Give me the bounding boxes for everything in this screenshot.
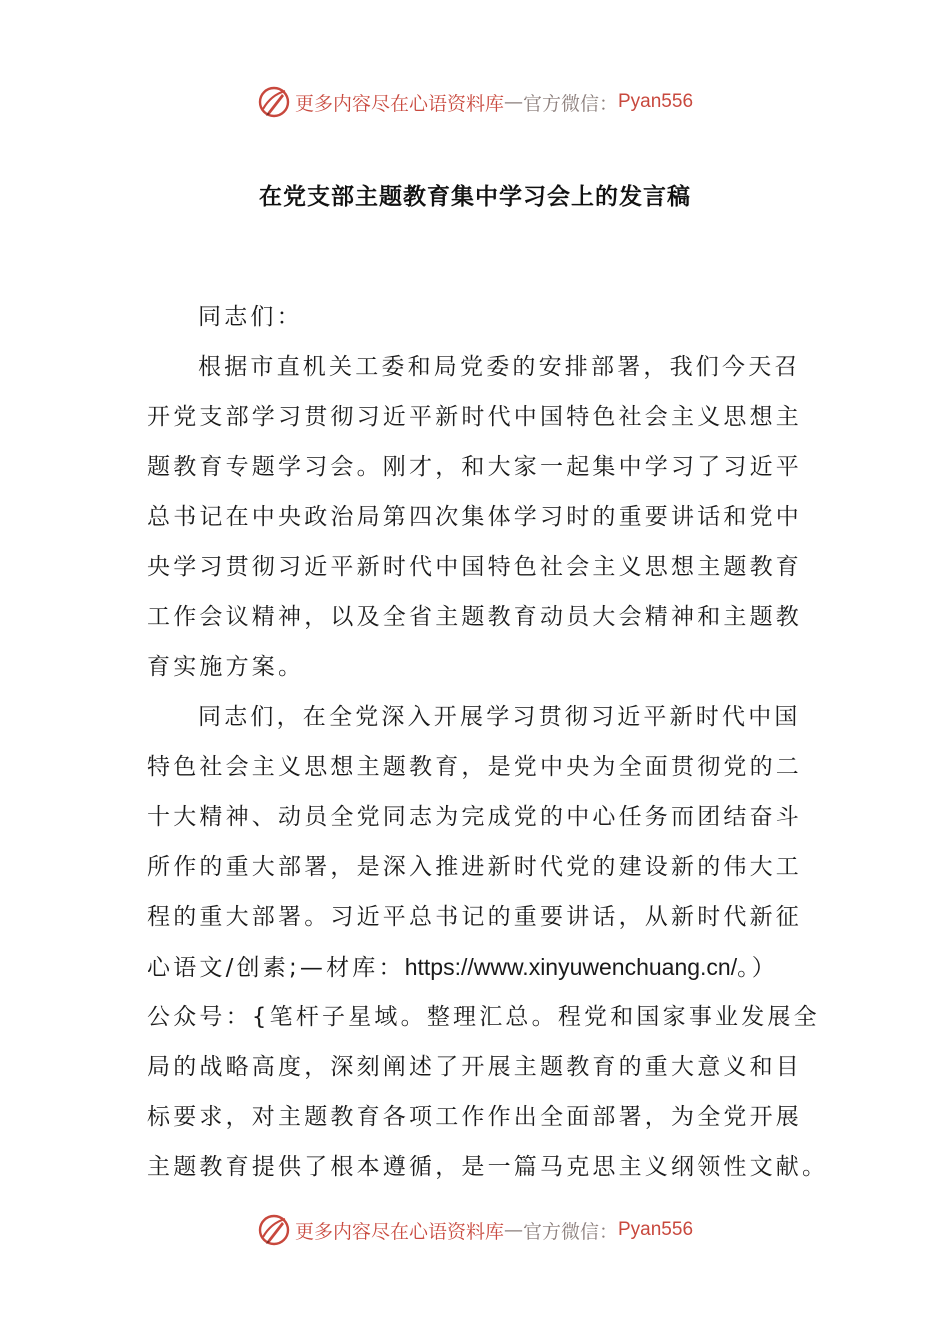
brand-separator: — — [503, 1219, 523, 1241]
paragraph-line: 程的重大部署。习近平总书记的重要讲话，从新时代新征 — [147, 904, 802, 930]
document-body — [147, 292, 829, 1192]
paragraph-line-with-url — [147, 942, 805, 992]
paragraph-line: 总书记在中央政治局第四次集体学习时的重要讲话和党中 — [147, 504, 802, 530]
wechat-id: Pyan556 — [618, 91, 694, 112]
pen-logo-icon — [257, 1213, 291, 1247]
paragraph-line: 特色社会主义思想主题教育，是党中央为全面贯彻党的二 — [147, 754, 802, 780]
brand-separator: — — [503, 91, 523, 113]
wechat-id: Pyan556 — [618, 1219, 694, 1240]
paragraph-line: 开党支部学习贯彻习近平新时代中国特色社会主义思想主 — [147, 404, 802, 430]
paragraph-line: 所作的重大部署，是深入推进新时代党的建设新的伟大工 — [147, 854, 802, 880]
wechat-label: 官方微信： — [522, 92, 618, 115]
paragraph-line: 十大精神、动员全党同志为完成党的中心任务而团结奋斗 — [147, 804, 802, 830]
paragraph-line: 同志们，在全党深入开展学习贯彻习近平新时代中国 — [198, 704, 801, 730]
salutation: 同志们： — [198, 304, 303, 330]
source-suffix: 。） — [737, 955, 779, 981]
source-url: https://www.xinyuwenchuang.cn/ — [404, 954, 738, 980]
paragraph-line: 局的战略高度，深刻阐述了开展主题教育的重大意义和目 — [147, 1054, 802, 1080]
brand-text: 更多内容尽在心语资料库 — [294, 1220, 504, 1243]
paragraph-line: 主题教育提供了根本遵循，是一篇马克思主义纲领性文献。 — [147, 1154, 829, 1180]
paragraph-line: 题教育专题学习会。刚才，和大家一起集中学习了习近平 — [147, 454, 802, 480]
document-title: 在党支部主题教育集中学习会上的发言稿 — [259, 184, 691, 210]
paragraph-line: 标要求，对主题教育各项工作作出全面部署，为全党开展 — [147, 1104, 802, 1130]
header-banner — [0, 82, 950, 122]
brand-text: 更多内容尽在心语资料库 — [294, 92, 504, 115]
paragraph-line: 公众号：{笔杆子星域。整理汇总。程党和国家事业发展全 — [147, 1004, 820, 1030]
paragraph-line: 根据市直机关工委和局党委的安排部署，我们今天召 — [198, 354, 801, 380]
pen-logo-icon — [257, 85, 291, 119]
footer-banner — [0, 1210, 950, 1250]
paragraph-line: 育实施方案。 — [147, 654, 305, 680]
source-prefix: 心语文/创素;—材库： — [147, 955, 405, 981]
paragraph-line: 工作会议精神，以及全省主题教育动员大会精神和主题教 — [147, 604, 802, 630]
paragraph-line: 央学习贯彻习近平新时代中国特色社会主义思想主题教育 — [147, 554, 802, 580]
wechat-label: 官方微信： — [522, 1220, 618, 1243]
